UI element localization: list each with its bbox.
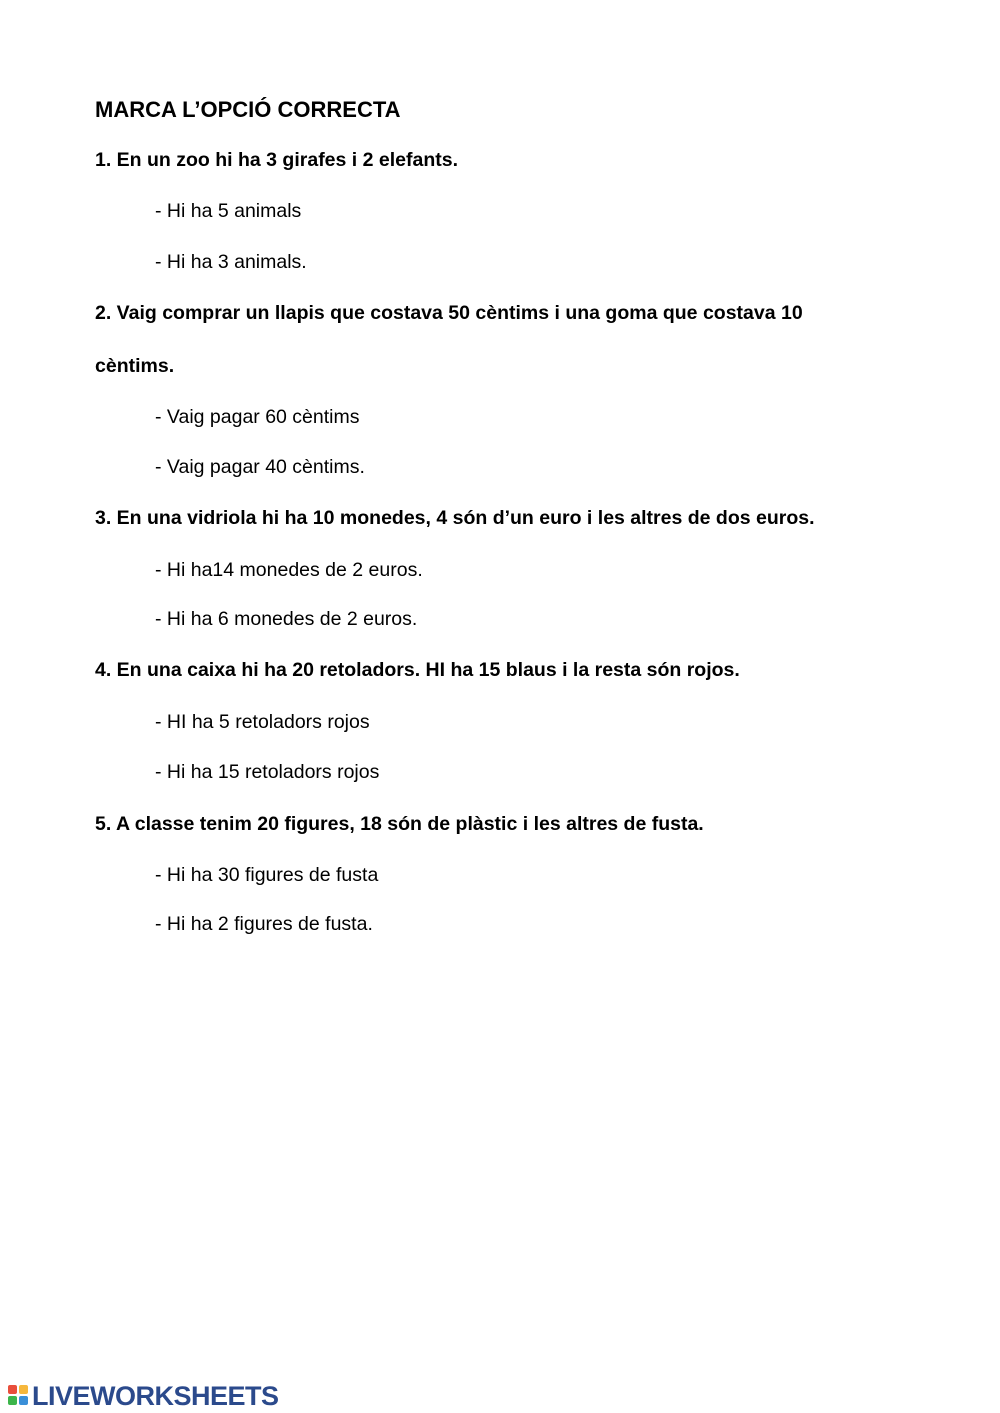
question-2-text: 2. Vaig comprar un llapis que costava 50 cèntims i una goma que costava 10 — [95, 302, 803, 324]
liveworksheets-logo — [8, 1381, 279, 1411]
question-2-option-b[interactable]: - Vaig pagar 40 cèntims. — [155, 456, 365, 478]
question-1-option-b[interactable]: - Hi ha 3 animals. — [155, 251, 307, 273]
liveworksheets-logo-text: LIVEWORKSHEETS — [32, 1380, 279, 1411]
question-4-option-b[interactable]: - Hi ha 15 retoladors rojos — [155, 761, 380, 783]
question-4-text: 4. En una caixa hi ha 20 retoladors. HI ha 15 blaus i la resta són rojos. — [95, 659, 740, 681]
question-2-option-a[interactable]: - Vaig pagar 60 cèntims — [155, 406, 360, 428]
question-2-text-continued: cèntims. — [95, 355, 175, 377]
question-1-option-a[interactable]: - Hi ha 5 animals — [155, 200, 302, 222]
question-5-option-a[interactable]: - Hi ha 30 figures de fusta — [155, 864, 379, 886]
question-1-text: 1. En un zoo hi ha 3 girafes i 2 elefants. — [95, 149, 459, 171]
question-3-option-a[interactable]: - Hi ha14 monedes de 2 euros. — [155, 559, 423, 581]
question-3-option-b[interactable]: - Hi ha 6 monedes de 2 euros. — [155, 608, 418, 630]
question-5-text: 5. A classe tenim 20 figures, 18 són de plàstic i les altres de fusta. — [95, 813, 704, 835]
liveworksheets-blocks-icon — [8, 1384, 30, 1408]
worksheet-title: MARCA L’OPCIÓ CORRECTA — [95, 97, 401, 122]
question-5-option-b[interactable]: - Hi ha 2 figures de fusta. — [155, 913, 373, 935]
question-4-option-a[interactable]: - HI ha 5 retoladors rojos — [155, 711, 370, 733]
question-3-text: 3. En una vidriola hi ha 10 monedes, 4 són d’un euro i les altres de dos euros. — [95, 507, 815, 529]
